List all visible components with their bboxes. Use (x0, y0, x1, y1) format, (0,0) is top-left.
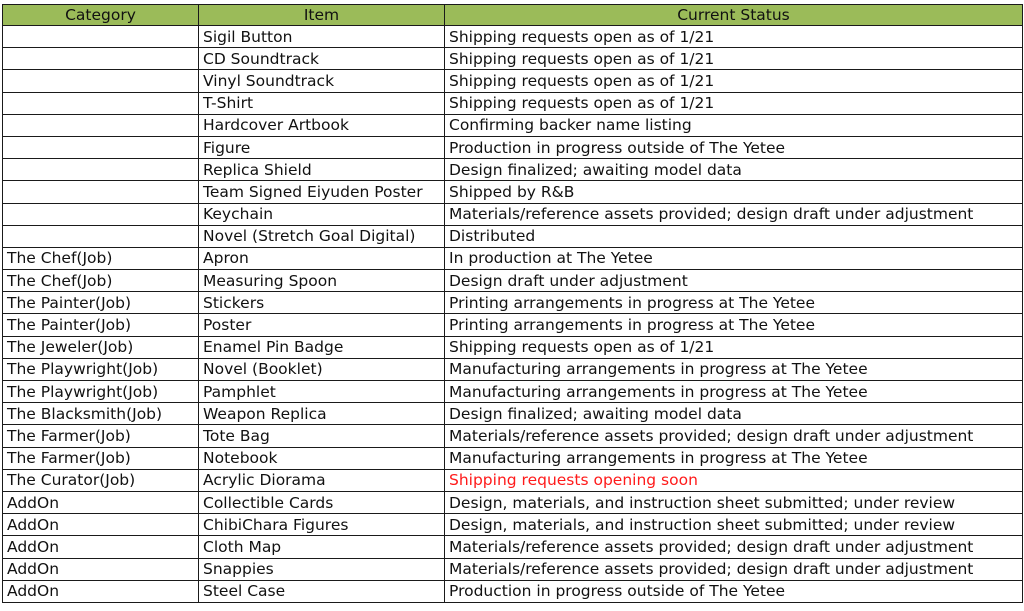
item-cell[interactable]: Acrylic Diorama (199, 469, 445, 491)
category-cell[interactable]: AddOn (3, 558, 199, 580)
item-cell[interactable]: Weapon Replica (199, 403, 445, 425)
category-cell[interactable]: AddOn (3, 514, 199, 536)
category-cell[interactable] (3, 159, 199, 181)
item-cell[interactable]: CD Soundtrack (199, 48, 445, 70)
status-cell[interactable]: Distributed (445, 225, 1023, 247)
status-cell[interactable]: Manufacturing arrangements in progress at The Yetee (445, 381, 1023, 403)
header-status[interactable]: Current Status (445, 5, 1023, 26)
status-cell[interactable]: Shipping requests opening soon (445, 469, 1023, 491)
table-row (3, 358, 1023, 380)
status-cell[interactable]: In production at The Yetee (445, 247, 1023, 269)
category-cell[interactable]: AddOn (3, 491, 199, 513)
item-cell[interactable]: Stickers (199, 292, 445, 314)
table-row (3, 336, 1023, 358)
status-cell[interactable]: Production in progress outside of The Yetee (445, 580, 1023, 602)
status-cell[interactable]: Production in progress outside of The Yetee (445, 136, 1023, 158)
table-row (3, 92, 1023, 114)
category-cell[interactable]: The Curator(Job) (3, 469, 199, 491)
item-cell[interactable]: Snappies (199, 558, 445, 580)
item-cell[interactable]: Replica Shield (199, 159, 445, 181)
item-cell[interactable]: ChibiChara Figures (199, 514, 445, 536)
table-row (3, 225, 1023, 247)
status-cell[interactable]: Manufacturing arrangements in progress at The Yetee (445, 358, 1023, 380)
status-cell[interactable]: Shipped by R&B (445, 181, 1023, 203)
status-cell[interactable]: Design, materials, and instruction sheet submitted; under review (445, 491, 1023, 513)
table-row (3, 403, 1023, 425)
table-row (3, 558, 1023, 580)
category-cell[interactable] (3, 225, 199, 247)
table-row (3, 469, 1023, 491)
category-cell[interactable]: The Chef(Job) (3, 247, 199, 269)
category-cell[interactable]: The Painter(Job) (3, 292, 199, 314)
table-row (3, 425, 1023, 447)
status-cell[interactable]: Design draft under adjustment (445, 270, 1023, 292)
status-cell[interactable]: Design finalized; awaiting model data (445, 159, 1023, 181)
status-cell[interactable]: Shipping requests open as of 1/21 (445, 26, 1023, 48)
category-cell[interactable]: The Painter(Job) (3, 314, 199, 336)
status-cell[interactable]: Shipping requests open as of 1/21 (445, 92, 1023, 114)
category-cell[interactable] (3, 114, 199, 136)
item-cell[interactable]: Steel Case (199, 580, 445, 602)
header-item[interactable]: Item (199, 5, 445, 26)
table-row (3, 48, 1023, 70)
item-cell[interactable]: Apron (199, 247, 445, 269)
status-cell[interactable]: Materials/reference assets provided; design draft under adjustment (445, 558, 1023, 580)
category-cell[interactable] (3, 26, 199, 48)
item-cell[interactable]: Cloth Map (199, 536, 445, 558)
table-row (3, 514, 1023, 536)
status-cell[interactable]: Materials/reference assets provided; design draft under adjustment (445, 425, 1023, 447)
table-row (3, 114, 1023, 136)
item-cell[interactable]: Team Signed Eiyuden Poster (199, 181, 445, 203)
status-cell[interactable]: Materials/reference assets provided; design draft under adjustment (445, 536, 1023, 558)
category-cell[interactable]: The Playwright(Job) (3, 381, 199, 403)
status-cell[interactable]: Shipping requests open as of 1/21 (445, 48, 1023, 70)
table-row (3, 580, 1023, 602)
item-cell[interactable]: Novel (Booklet) (199, 358, 445, 380)
item-cell[interactable]: Pamphlet (199, 381, 445, 403)
header-category[interactable]: Category (3, 5, 199, 26)
item-cell[interactable]: Enamel Pin Badge (199, 336, 445, 358)
item-cell[interactable]: Sigil Button (199, 26, 445, 48)
table-row (3, 70, 1023, 92)
status-sheet (2, 4, 1022, 603)
status-cell[interactable]: Confirming backer name listing (445, 114, 1023, 136)
table-row (3, 447, 1023, 469)
item-cell[interactable]: Keychain (199, 203, 445, 225)
status-cell[interactable]: Printing arrangements in progress at The Yetee (445, 292, 1023, 314)
table-header (3, 5, 1023, 26)
table-row (3, 26, 1023, 48)
category-cell[interactable]: The Farmer(Job) (3, 425, 199, 447)
item-cell[interactable]: Poster (199, 314, 445, 336)
status-cell[interactable]: Manufacturing arrangements in progress at The Yetee (445, 447, 1023, 469)
status-table (2, 4, 1023, 603)
table-row (3, 491, 1023, 513)
table-row (3, 247, 1023, 269)
table-row (3, 381, 1023, 403)
category-cell[interactable]: The Chef(Job) (3, 270, 199, 292)
table-row (3, 203, 1023, 225)
header-row (3, 5, 1023, 26)
status-cell[interactable]: Design, materials, and instruction sheet submitted; under review (445, 514, 1023, 536)
category-cell[interactable] (3, 203, 199, 225)
table-row (3, 181, 1023, 203)
category-cell[interactable]: The Farmer(Job) (3, 447, 199, 469)
table-row (3, 159, 1023, 181)
table-row (3, 536, 1023, 558)
category-cell[interactable] (3, 70, 199, 92)
item-cell[interactable]: T-Shirt (199, 92, 445, 114)
item-cell[interactable]: Vinyl Soundtrack (199, 70, 445, 92)
category-cell[interactable] (3, 136, 199, 158)
item-cell[interactable]: Collectible Cards (199, 491, 445, 513)
status-cell[interactable]: Design finalized; awaiting model data (445, 403, 1023, 425)
item-cell[interactable]: Notebook (199, 447, 445, 469)
table-row (3, 292, 1023, 314)
category-cell[interactable]: The Jeweler(Job) (3, 336, 199, 358)
item-cell[interactable]: Measuring Spoon (199, 270, 445, 292)
item-cell[interactable]: Figure (199, 136, 445, 158)
category-cell[interactable]: AddOn (3, 536, 199, 558)
status-cell[interactable]: Printing arrangements in progress at The Yetee (445, 314, 1023, 336)
table-body (3, 26, 1023, 603)
table-row (3, 314, 1023, 336)
category-cell[interactable] (3, 48, 199, 70)
item-cell[interactable]: Novel (Stretch Goal Digital) (199, 225, 445, 247)
category-cell[interactable] (3, 92, 199, 114)
item-cell[interactable]: Tote Bag (199, 425, 445, 447)
category-cell[interactable]: The Playwright(Job) (3, 358, 199, 380)
table-row (3, 270, 1023, 292)
item-cell[interactable]: Hardcover Artbook (199, 114, 445, 136)
status-cell[interactable]: Shipping requests open as of 1/21 (445, 336, 1023, 358)
table-row (3, 136, 1023, 158)
status-cell[interactable]: Shipping requests open as of 1/21 (445, 70, 1023, 92)
category-cell[interactable]: AddOn (3, 580, 199, 602)
status-cell[interactable]: Materials/reference assets provided; design draft under adjustment (445, 203, 1023, 225)
category-cell[interactable] (3, 181, 199, 203)
category-cell[interactable]: The Blacksmith(Job) (3, 403, 199, 425)
